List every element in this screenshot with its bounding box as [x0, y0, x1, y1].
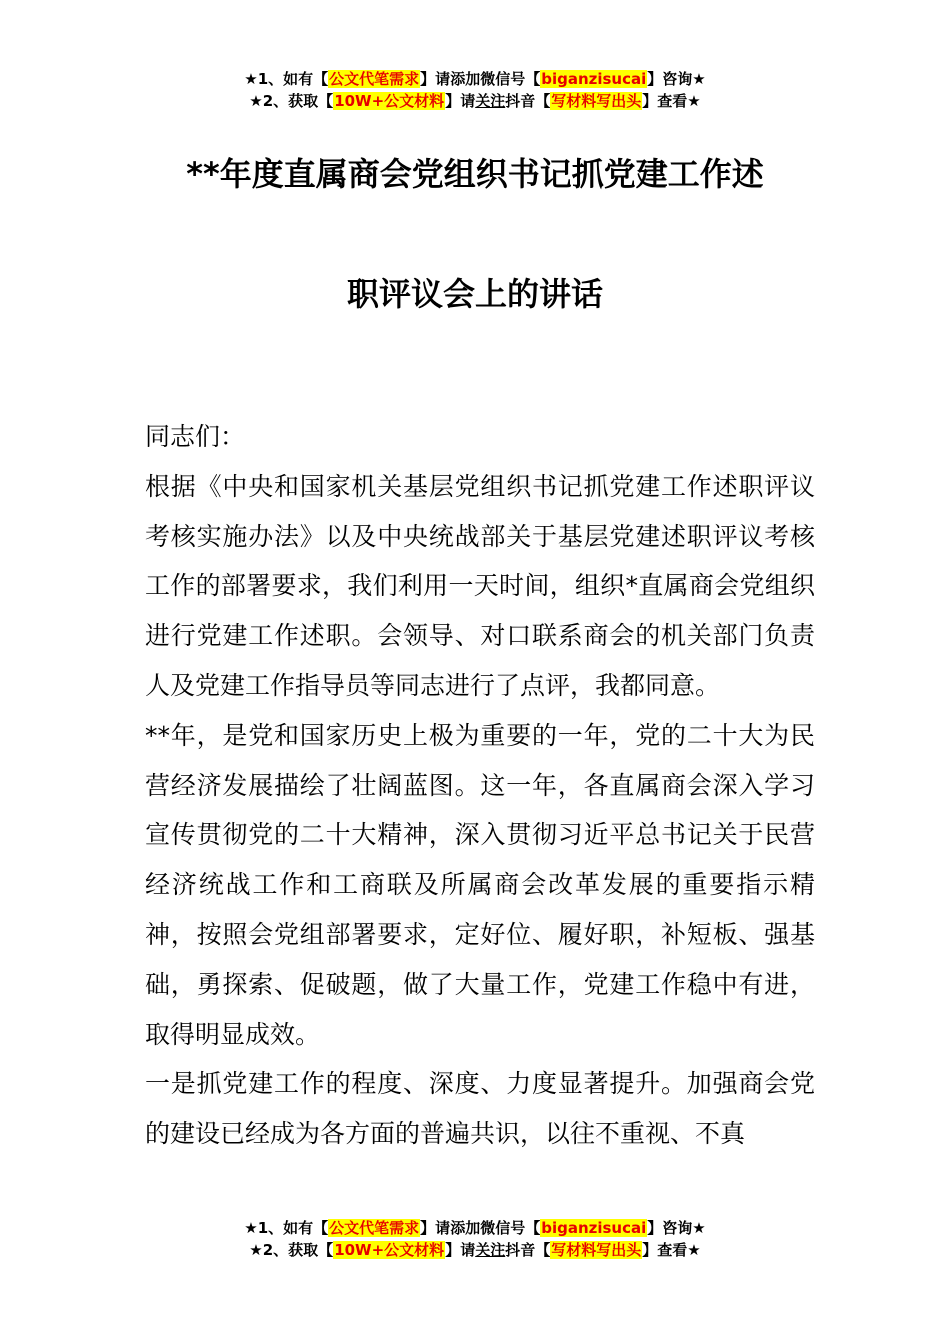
promo-text: 抖音【	[505, 1241, 551, 1259]
promo-line-1	[0, 1217, 950, 1239]
document-body	[145, 412, 815, 1159]
promo-douyin-id: 写材料写出头	[551, 92, 642, 110]
promo-text: 关注	[475, 92, 506, 110]
promo-text: 抖音【	[505, 92, 551, 110]
promo-text: 】请	[420, 70, 451, 88]
promo-line-1	[0, 68, 950, 90]
promo-highlight: 10W+公文材料	[334, 1241, 445, 1259]
document-title-line-1: **年度直属商会党组织书记抓党建工作述	[186, 155, 764, 193]
promo-text: 】请	[445, 92, 476, 110]
promo-text: 添加	[450, 70, 481, 88]
promo-text: 】咨询★	[647, 70, 706, 88]
body-paragraph: 根据《中央和国家机关基层党组织书记抓党建工作述职评议考核实施办法》以及中央统战部关于基层党建述职评议考核工作的部署要求，我们利用一天时间，组织*直属商会党组织进行党建工作述职。会领导、对口联系商会的机关部门负责人及党建工作指导员等同志进行了点评，我都同意。	[145, 471, 815, 700]
document-title-line-2: 职评议会上的讲话	[346, 275, 603, 313]
promo-highlight: 10W+公文材料	[334, 92, 445, 110]
promo-line-2	[0, 90, 950, 112]
promo-text: 】咨询★	[647, 1219, 706, 1237]
body-paragraph: **年，是党和国家历史上极为重要的一年，党的二十大为民营经济发展描绘了壮阔蓝图。这一年，各直属商会深入学习宣传贯彻党的二十大精神，深入贯彻习近平总书记关于民营经济统战工作和工商联及所属商会改革发展的重要指示精神，按照会党组部署要求，定好位、履好职，补短板、强基础，勇探索、促破题，做了大量工作，党建工作稳中有进，取得明显成效。	[145, 720, 815, 1049]
promo-highlight: 公文代笔需求	[329, 70, 420, 88]
promo-highlight: 公文代笔需求	[329, 1219, 420, 1237]
promo-text: 】请	[420, 1219, 451, 1237]
footer-promo-banner	[0, 1217, 950, 1261]
promo-text: 微信号【	[480, 1219, 541, 1237]
promo-text: 关注	[475, 1241, 506, 1259]
promo-text: ★1、如有【	[244, 70, 329, 88]
promo-text: ★2、获取【	[249, 92, 334, 110]
promo-wechat-id: biganzisucai	[541, 1219, 647, 1237]
header-promo-banner	[0, 68, 950, 112]
promo-text: 】查看★	[642, 92, 701, 110]
promo-line-2	[0, 1239, 950, 1261]
promo-text: ★1、如有【	[244, 1219, 329, 1237]
promo-text: 微信号【	[480, 70, 541, 88]
body-paragraph: 一是抓党建工作的程度、深度、力度显著提升。加强商会党的建设已经成为各方面的普遍共识，以往不重视、不真	[145, 1069, 815, 1149]
promo-wechat-id: biganzisucai	[541, 70, 647, 88]
promo-text: 】查看★	[642, 1241, 701, 1259]
promo-text: 添加	[450, 1219, 481, 1237]
promo-douyin-id: 写材料写出头	[551, 1241, 642, 1259]
promo-text: ★2、获取【	[249, 1241, 334, 1259]
salutation: 同志们：	[145, 422, 246, 451]
promo-text: 】请	[445, 1241, 476, 1259]
